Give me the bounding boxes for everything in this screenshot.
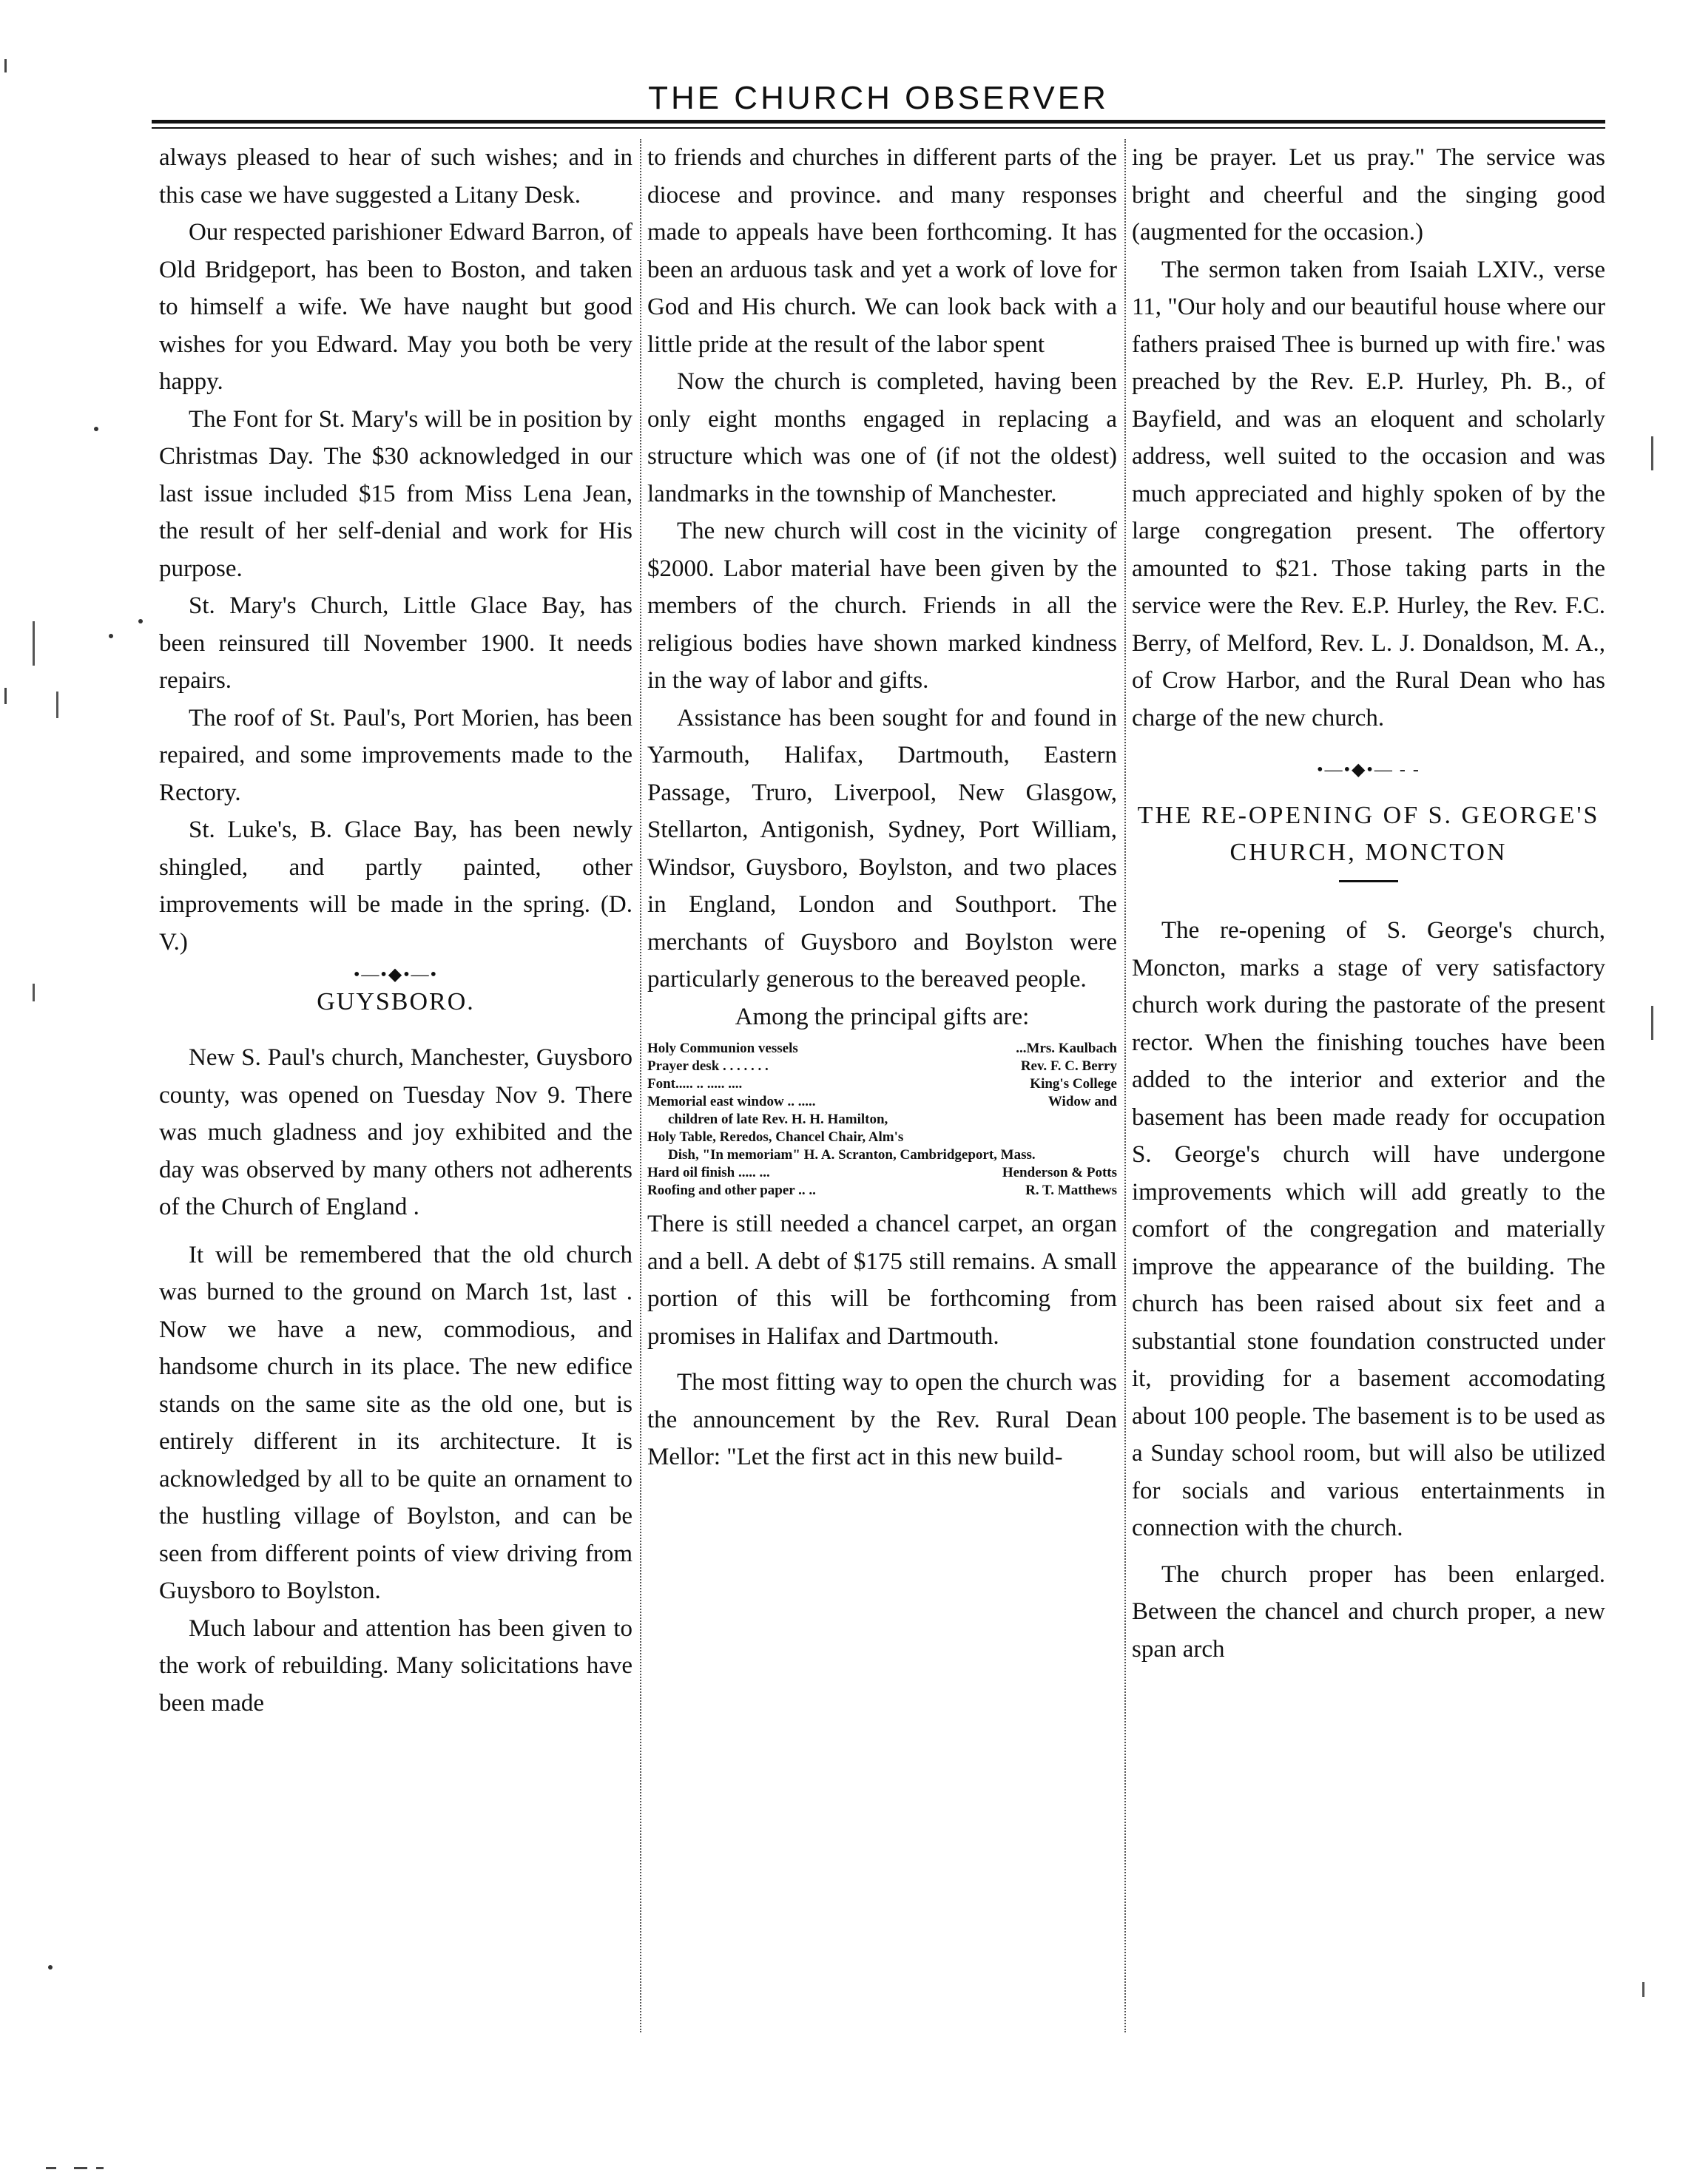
paragraph: The Font for St. Mary's will be in position by Christmas Day. The $30 acknowledged in our last issue included $15 from Miss Lena Jean, the result of her self-denial and work for His purpose. [159,405,632,582]
paragraph: New S. Paul's church, Manchester, Guysboro county, was opened on Tuesday Nov 9. There was much gladness and joy exhibited and the day was observed by many others not adherents of the Church of England . [159,1044,632,1220]
gifts-intro: Among the principal gifts are: [735,1003,1030,1030]
section-heading: GUYSBORO. [317,988,475,1015]
paragraph: The sermon taken from Isaiah LXIV., verse 11, "Our holy and our beautiful house where our fathers praised Thee is burned up with fire.' was preached by the Rev. E.P. Hurley, Ph. B., of Bayfield, and was an eloquent and scholarly address, well suited to the occasion and was much appreciated and highly spoken of by the large congregation present. The offertory amounted to $21. Those taking parts in the service were the Rev. E.P. Hurley, the Rev. F.C. Berry, of Melford, Rev. L. J. Donaldson, M. A., of Crow Harbor, and the Rural Dean who has charge of the new church. [1132,256,1605,731]
paragraph: St. Mary's Church, Little Glace Bay, has been reinsured till November 1900. It needs repairs. [159,592,632,694]
paragraph: The roof of St. Paul's, Port Morien, has been repaired, and some improvements made to the Rectory. [159,704,632,806]
paragraph: Now the church is completed, having been only eight months engaged in replacing a structure which was one of (if not the oldest) landmarks in the township of Manchester. [647,368,1117,507]
paragraph: The re-opening of S. George's church, Moncton, marks a stage of very satisfactory church work during the pastorate of the present rector. When the finishing touches have been added to the interior and exterior and the basement has been made ready for occupation S. George's church will have undergone improvements which will add greatly to the comfort of the congregation and materially improve the appearance of the building. The church has been raised about six feet and a substantial stone foundation constructed under it, providing for a basement accomodating about 100 people. The basement is to be used as a Sunday school room, but will also be utilized for socials and various entertainments in connection with the church. [1132,917,1605,1541]
paragraph: The church proper has been enlarged. Between the chancel and church proper, a new span arch [1132,1561,1605,1663]
paragraph: The new church will cost in the vicinity of $2000. Labor material have been given by the members of the church. Friends in all the religious bodies have shown marked kindness in the way of labor and gifts. [647,518,1117,694]
paragraph: St. Luke's, B. Glace Bay, has been newly shingled, and partly painted, other improvements will be made in the spring. (D. V.) [159,817,632,956]
list-item: Memorial east window .. ..... Widow and [647,1094,1117,1109]
list-item: Holy Communion vessels ...Mrs. Kaulbach [647,1041,1117,1056]
section-ornament: •—•◆•—• [353,965,439,984]
masthead-title: THE CHURCH OBSERVER [648,80,1109,116]
paragraph: Assistance has been sought for and found in Yarmouth, Halifax, Dartmouth, Eastern Passage, Truro, Liverpool, New Glasgow, Stellarton, Antigonish, Sydney, Port William, Windsor, Guysboro, Boylston, and two places in England, London and Southport. The merchants of Guysboro and Boylston were particularly generous to the bereaved people. [647,704,1117,993]
paragraph: Our respected parishioner Edward Barron, of Old Bridgeport, has been to Boston, and taken to himself a wife. We have naught but good wishes for you Edward. May you both be very happy. [159,219,632,395]
paragraph: always pleased to hear of such wishes; and in this case we have suggested a Litany Desk. [159,144,632,209]
section-heading: THE RE-OPENING OF S. GEORGE'S CHURCH, MONCTON [1137,802,1600,866]
list-item: Font..... .. ..... .... King's College [647,1076,1117,1092]
list-item-continuation: Dish, "In memoriam" H. A. Scranton, Cambridgeport, Mass. [668,1147,1036,1163]
list-item: Roofing and other paper .. .. R. T. Matthews [647,1183,1117,1198]
list-item: Prayer desk . . . . . . . Rev. F. C. Berry [647,1058,1117,1074]
paragraph: ing be prayer. Let us pray." The service was bright and cheerful and the singing good (augmented for the occasion.) [1132,144,1605,246]
paragraph: Much labour and attention has been given to the work of rebuilding. Many solicitations have been made [159,1615,632,1717]
paragraph: There is still needed a chancel carpet, an organ and a bell. A debt of $175 still remains. A small portion of this will be forthcoming from promises in Halifax and Dartmouth. [647,1211,1117,1350]
list-item-continuation: children of late Rev. H. H. Hamilton, [668,1112,888,1127]
paragraph: to friends and churches in different parts of the diocese and province. and many responses made to appeals have been forthcoming. It has been an arduous task and yet a work of love for God and His church. We can look back with a little pride at the result of the labor spent [647,144,1117,358]
section-ornament: •—•◆•— - - [1317,760,1420,780]
paragraph: The most fitting way to open the church was the announcement by the Rev. Rural Dean Mellor: "Let the first act in this new build- [647,1369,1117,1470]
list-item: Holy Table, Reredos, Chancel Chair, Alm's [647,1129,904,1145]
paragraph: It will be remembered that the old church was burned to the ground on March 1st, last . Now we have a new, commodious, and handsome church in its place. The new edifice stands on the same site as the old one, but is entirely different in its architecture. It is acknowledged by all to be quite an ornament to the hustling village of Boylston, and can be seen from different points of view driving from Guysboro to Boylston. [159,1241,632,1604]
list-item: Hard oil finish ..... ... Henderson & Potts [647,1165,1117,1180]
